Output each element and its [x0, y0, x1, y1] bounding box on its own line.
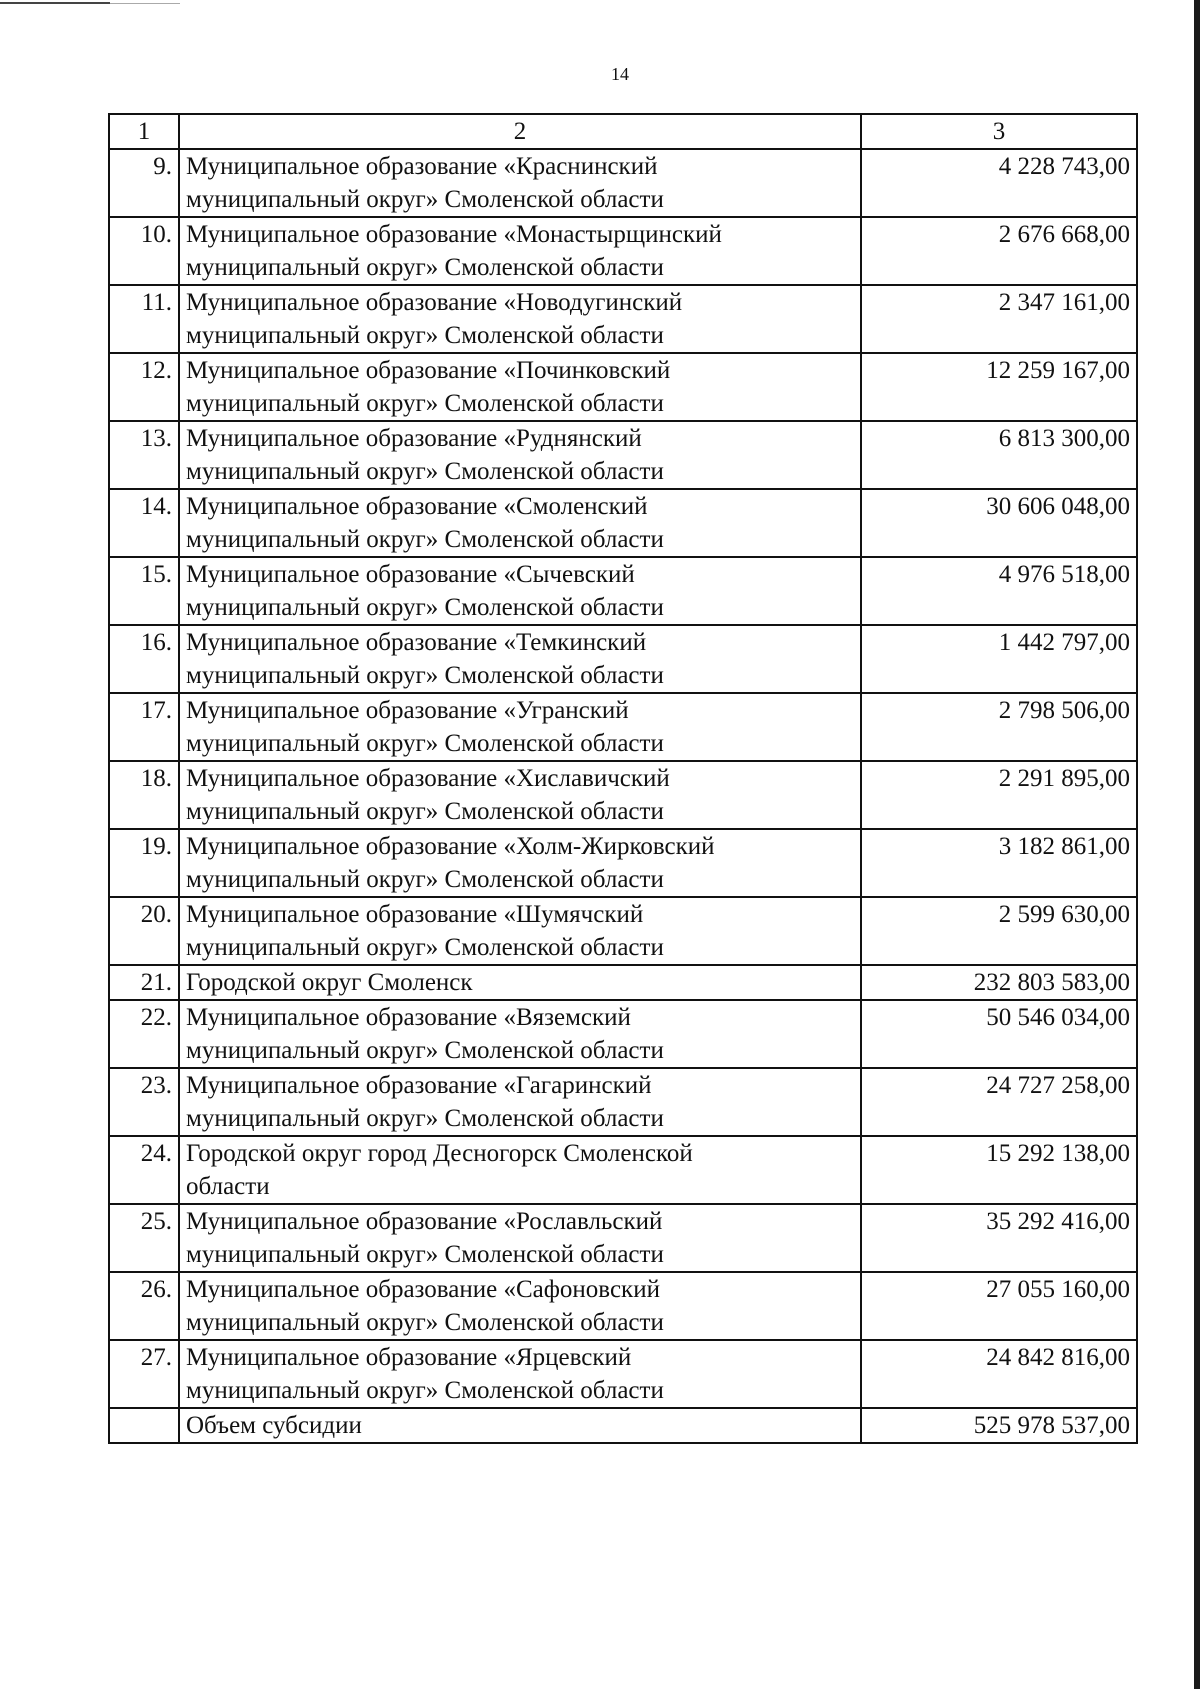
municipality-name-line1: Муниципальное образование «Гагаринский — [186, 1072, 652, 1099]
municipality-name — [179, 285, 861, 353]
subsidy-amount: 2 347 161,00 — [861, 285, 1137, 353]
table-row — [109, 1272, 1137, 1340]
row-number: 22. — [109, 1000, 179, 1068]
municipality-name-line2: муниципальный округ» Смоленской области — [186, 594, 664, 621]
total-row-number — [109, 1408, 179, 1443]
subsidy-amount: 2 599 630,00 — [861, 897, 1137, 965]
row-number: 17. — [109, 693, 179, 761]
scan-edge-right — [1194, 0, 1200, 1689]
municipality-name-line2: муниципальный округ» Смоленской области — [186, 934, 664, 961]
municipality-name — [179, 1340, 861, 1408]
subsidy-amount: 27 055 160,00 — [861, 1272, 1137, 1340]
municipality-name-line2: муниципальный округ» Смоленской области — [186, 1105, 664, 1132]
municipality-name-line2: муниципальный округ» Смоленской области — [186, 322, 664, 349]
municipality-name — [179, 1204, 861, 1272]
table-row — [109, 557, 1137, 625]
subsidy-table — [108, 113, 1138, 1444]
row-number: 25. — [109, 1204, 179, 1272]
table-header-row — [109, 114, 1137, 149]
municipality-name — [179, 625, 861, 693]
municipality-name-line2: муниципальный округ» Смоленской области — [186, 390, 664, 417]
municipality-name — [179, 761, 861, 829]
table-row — [109, 761, 1137, 829]
row-number: 26. — [109, 1272, 179, 1340]
municipality-name-line1: Муниципальное образование «Монастырщинский — [186, 221, 722, 248]
municipality-name-line1: Муниципальное образование «Рославльский — [186, 1208, 663, 1235]
table-row — [109, 217, 1137, 285]
municipality-name — [179, 1136, 861, 1204]
row-number: 23. — [109, 1068, 179, 1136]
total-row — [109, 1408, 1137, 1443]
municipality-name-line1: Муниципальное образование «Руднянский — [186, 425, 642, 452]
row-number: 13. — [109, 421, 179, 489]
row-number: 27. — [109, 1340, 179, 1408]
municipality-name-line2: муниципальный округ» Смоленской области — [186, 730, 664, 757]
municipality-name-line2: муниципальный округ» Смоленской области — [186, 866, 664, 893]
row-number: 24. — [109, 1136, 179, 1204]
subsidy-amount: 15 292 138,00 — [861, 1136, 1137, 1204]
row-number: 10. — [109, 217, 179, 285]
municipality-name — [179, 693, 861, 761]
table-row — [109, 489, 1137, 557]
municipality-name — [179, 217, 861, 285]
municipality-name-line2: муниципальный округ» Смоленской области — [186, 458, 664, 485]
subsidy-amount: 1 442 797,00 — [861, 625, 1137, 693]
subsidy-amount: 50 546 034,00 — [861, 1000, 1137, 1068]
municipality-name-line1: Муниципальное образование «Вяземский — [186, 1004, 631, 1031]
municipality-name-line2: муниципальный округ» Смоленской области — [186, 526, 664, 553]
municipality-name-line1: Муниципальное образование «Краснинский — [186, 153, 658, 180]
municipality-name — [179, 1068, 861, 1136]
municipality-name-line1: Муниципальное образование «Смоленский — [186, 493, 648, 520]
row-number: 21. — [109, 965, 179, 1000]
municipality-name-line1: Муниципальное образование «Сычевский — [186, 561, 635, 588]
municipality-name — [179, 1000, 861, 1068]
municipality-name-line1: Муниципальное образование «Угранский — [186, 697, 629, 724]
subsidy-amount: 4 228 743,00 — [861, 149, 1137, 217]
subsidy-amount: 24 842 816,00 — [861, 1340, 1137, 1408]
page-number: 14 — [611, 64, 629, 84]
municipality-name — [179, 421, 861, 489]
table-row — [109, 353, 1137, 421]
municipality-name-line1: Муниципальное образование «Темкинский — [186, 629, 647, 656]
subsidy-amount: 2 676 668,00 — [861, 217, 1137, 285]
municipality-name-line1: Муниципальное образование «Хиславичский — [186, 765, 670, 792]
subsidy-amount: 6 813 300,00 — [861, 421, 1137, 489]
row-number: 18. — [109, 761, 179, 829]
table-row — [109, 285, 1137, 353]
subsidy-amount: 12 259 167,00 — [861, 353, 1137, 421]
row-number: 16. — [109, 625, 179, 693]
row-number: 19. — [109, 829, 179, 897]
subsidy-amount: 30 606 048,00 — [861, 489, 1137, 557]
municipality-name — [179, 149, 861, 217]
municipality-name — [179, 489, 861, 557]
municipality-name — [179, 557, 861, 625]
municipality-name-line1: Муниципальное образование «Шумячский — [186, 901, 644, 928]
column-header-2: 2 — [179, 114, 861, 149]
table-body — [109, 114, 1137, 1443]
subsidy-amount: 4 976 518,00 — [861, 557, 1137, 625]
table-row — [109, 897, 1137, 965]
scan-artifact-top-faint — [110, 3, 180, 4]
table-row — [109, 1136, 1137, 1204]
row-number: 20. — [109, 897, 179, 965]
subsidy-amount: 2 798 506,00 — [861, 693, 1137, 761]
municipality-name-line2: муниципальный округ» Смоленской области — [186, 1241, 664, 1268]
municipality-name — [179, 353, 861, 421]
table-row — [109, 829, 1137, 897]
subsidy-amount: 24 727 258,00 — [861, 1068, 1137, 1136]
table-row — [109, 625, 1137, 693]
municipality-name — [179, 1272, 861, 1340]
column-header-3: 3 — [861, 114, 1137, 149]
table-row — [109, 1068, 1137, 1136]
total-amount: 525 978 537,00 — [861, 1408, 1137, 1443]
municipality-name-line1: Городской округ Смоленск — [186, 969, 473, 996]
table-row — [109, 421, 1137, 489]
municipality-name — [179, 829, 861, 897]
scan-artifact-top — [0, 2, 110, 4]
row-number: 12. — [109, 353, 179, 421]
municipality-name-line2: области — [186, 1173, 270, 1200]
municipality-name-line2: муниципальный округ» Смоленской области — [186, 1309, 664, 1336]
municipality-name-line1: Муниципальное образование «Новодугинский — [186, 289, 683, 316]
subsidy-amount: 3 182 861,00 — [861, 829, 1137, 897]
municipality-name-line1: Муниципальное образование «Ярцевский — [186, 1344, 632, 1371]
row-number: 11. — [109, 285, 179, 353]
subsidy-amount: 232 803 583,00 — [861, 965, 1137, 1000]
table-row — [109, 149, 1137, 217]
table-row — [109, 693, 1137, 761]
table-row — [109, 1000, 1137, 1068]
municipality-name-line2: муниципальный округ» Смоленской области — [186, 254, 664, 281]
table-row — [109, 1340, 1137, 1408]
row-number: 14. — [109, 489, 179, 557]
column-header-1: 1 — [109, 114, 179, 149]
subsidy-amount: 35 292 416,00 — [861, 1204, 1137, 1272]
table-row — [109, 1204, 1137, 1272]
municipality-name-line2: муниципальный округ» Смоленской области — [186, 662, 664, 689]
row-number: 9. — [109, 149, 179, 217]
subsidy-amount: 2 291 895,00 — [861, 761, 1137, 829]
municipality-name-line2: муниципальный округ» Смоленской области — [186, 1377, 664, 1404]
municipality-name-line2: муниципальный округ» Смоленской области — [186, 186, 664, 213]
row-number: 15. — [109, 557, 179, 625]
municipality-name-line1: Муниципальное образование «Сафоновский — [186, 1276, 660, 1303]
table-row — [109, 965, 1137, 1000]
municipality-name-line1: Городской округ город Десногорск Смоленской — [186, 1140, 693, 1167]
municipality-name-line1: Муниципальное образование «Холм-Жирковский — [186, 833, 715, 860]
municipality-name — [179, 897, 861, 965]
municipality-name — [179, 965, 861, 1000]
municipality-name-line2: муниципальный округ» Смоленской области — [186, 1037, 664, 1064]
total-label: Объем субсидии — [179, 1408, 861, 1443]
municipality-name-line2: муниципальный округ» Смоленской области — [186, 798, 664, 825]
municipality-name-line1: Муниципальное образование «Починковский — [186, 357, 671, 384]
